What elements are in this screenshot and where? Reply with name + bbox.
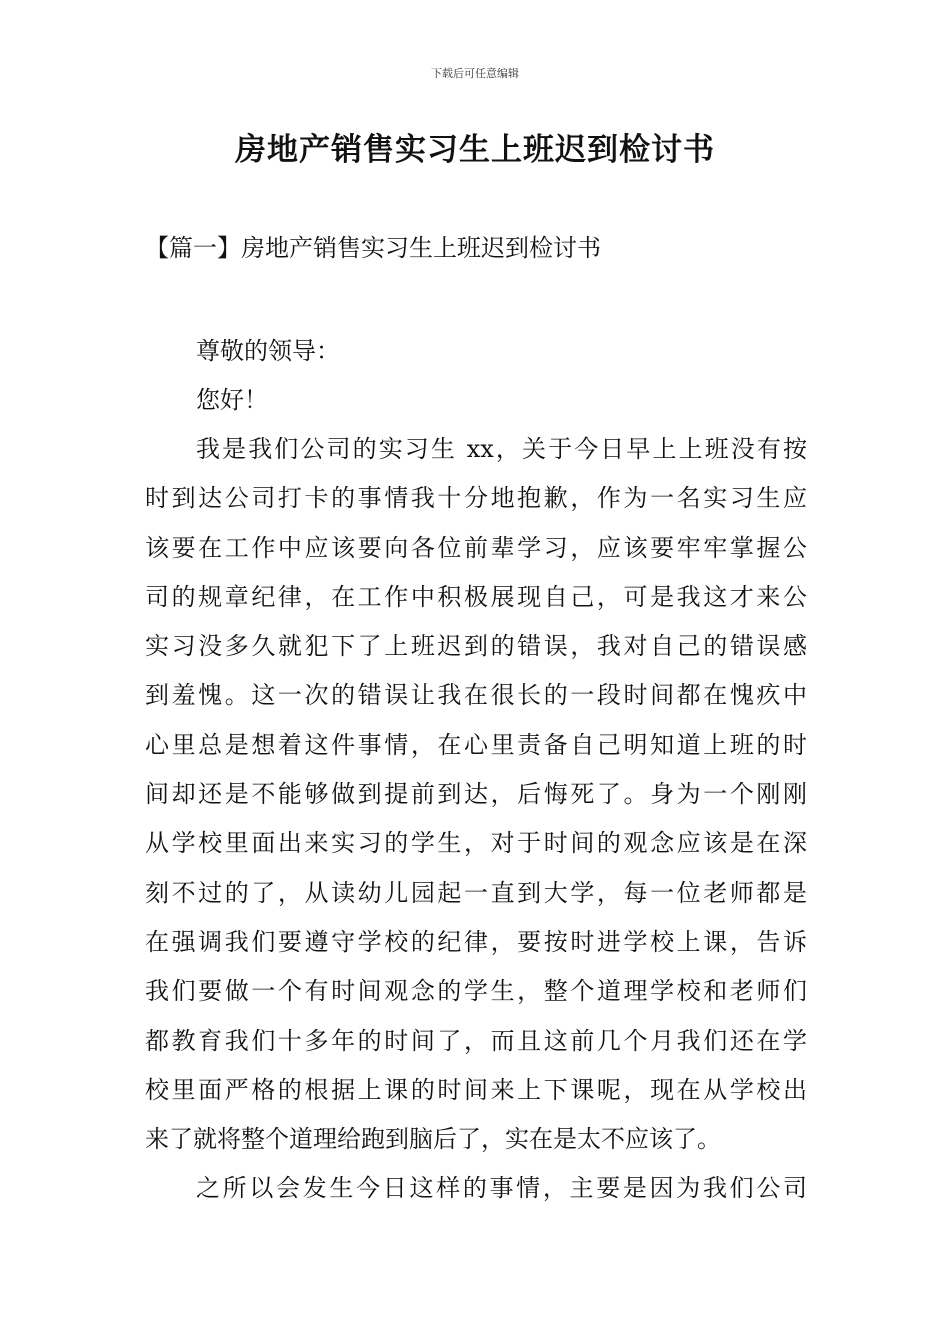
body-line: 我们要做一个有时间观念的学生，整个道理学校和老师们 — [145, 977, 807, 1006]
body-line: 心里总是想着这件事情，在心里责备自己明知道上班的时 — [145, 730, 807, 759]
letter-body — [145, 429, 807, 1218]
body-line: 时到达公司打卡的事情我十分地抱歉，作为一名实习生应 — [145, 484, 807, 513]
document-title: 房地产销售实习生上班迟到检讨书 — [235, 132, 715, 168]
salutation: 尊敬的领导： — [196, 337, 340, 365]
body-line: 校里面严格的根据上课的时间来上下课呢，现在从学校出 — [145, 1075, 807, 1104]
body-line: 间却还是不能够做到提前到达，后悔死了。身为一个刚刚 — [145, 780, 807, 809]
header-note: 下载后可任意编辑 — [431, 67, 519, 80]
body-line: 到羞愧。这一次的错误让我在很长的一段时间都在愧疚中 — [145, 681, 807, 710]
body-line: 该要在工作中应该要向各位前辈学习，应该要牢牢掌握公 — [145, 533, 807, 562]
body-line: 司的规章纪律，在工作中积极展现自己，可是我这才来公 — [145, 582, 807, 611]
body-line: 从学校里面出来实习的学生，对于时间的观念应该是在深 — [145, 829, 807, 858]
body-line: 在强调我们要遵守学校的纪律，要按时进学校上课，告诉 — [145, 927, 807, 956]
greeting: 您好！ — [196, 386, 268, 414]
body-line: 来了就将整个道理给跑到脑后了，实在是太不应该了。 — [145, 1125, 721, 1154]
body-line: 刻不过的了，从读幼儿园起一直到大学，每一位老师都是 — [145, 878, 807, 907]
body-line: 之所以会发生今日这样的事情，主要是因为我们公司 — [196, 1174, 807, 1203]
body-line: 实习没多久就犯下了上班迟到的错误，我对自己的错误感 — [145, 632, 807, 661]
section-heading: 【篇一】房地产销售实习生上班迟到检讨书 — [145, 234, 601, 262]
body-line: 都教育我们十多年的时间了，而且这前几个月我们还在学 — [145, 1026, 807, 1055]
body-line: 我是我们公司的实习生 xx，关于今日早上上班没有按 — [196, 435, 807, 463]
